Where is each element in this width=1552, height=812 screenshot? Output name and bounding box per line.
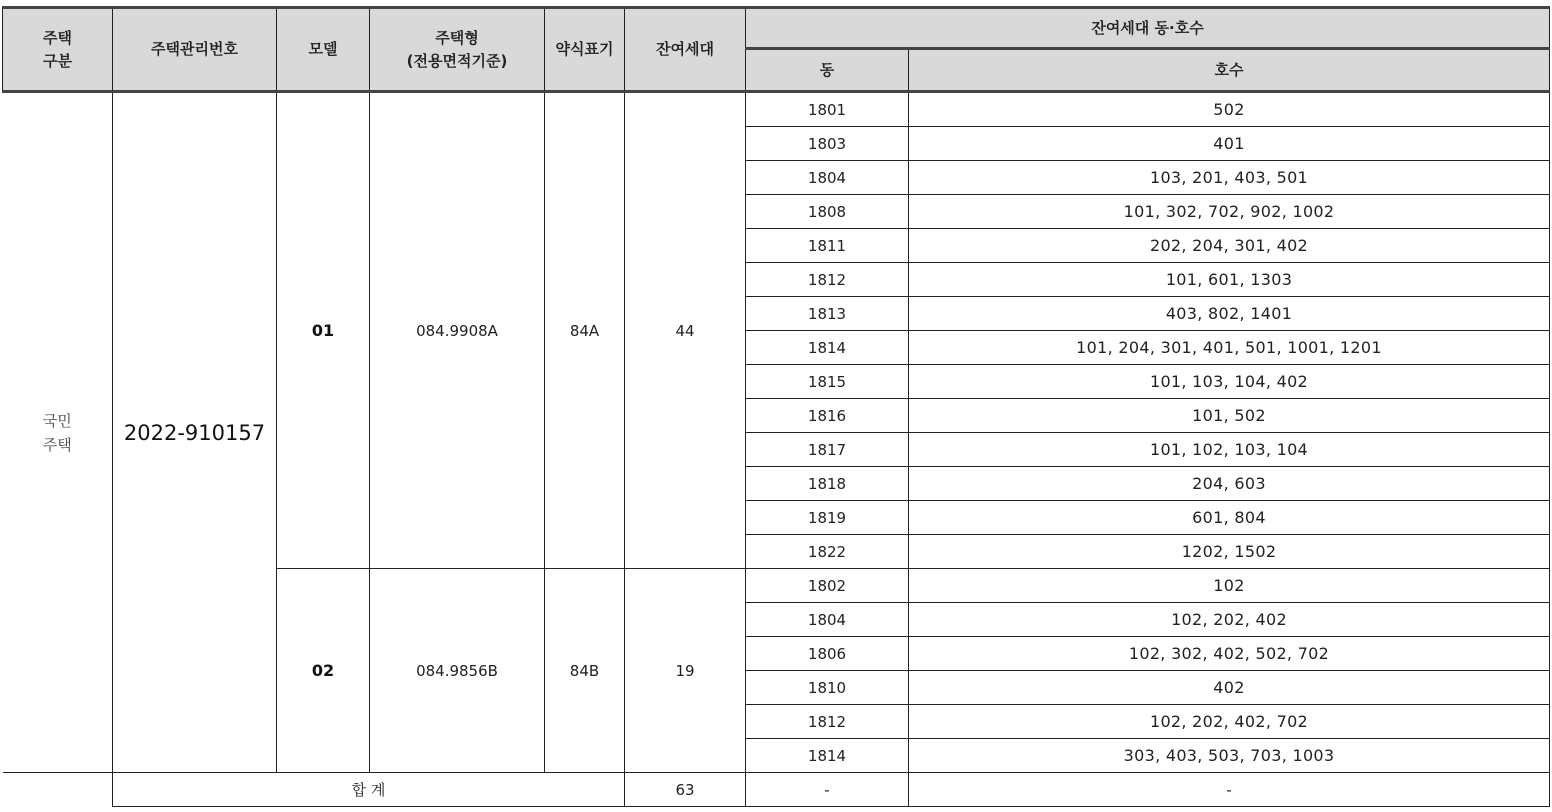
ho-cell: 102	[909, 569, 1550, 603]
ho-cell: 102, 302, 402, 502, 702	[909, 637, 1550, 671]
ho-cell: 101, 102, 103, 104	[909, 433, 1550, 467]
dong-cell: 1822	[746, 535, 909, 569]
ho-cell: 202, 204, 301, 402	[909, 229, 1550, 263]
header-housing-category: 주택 구분	[3, 8, 113, 92]
ho-cell: 101, 502	[909, 399, 1550, 433]
dong-cell: 1813	[746, 297, 909, 331]
header-model: 모델	[277, 8, 370, 92]
ho-cell: 101, 601, 1303	[909, 263, 1550, 297]
header-remaining-units: 잔여세대	[625, 8, 746, 92]
ho-cell: 303, 403, 503, 703, 1003	[909, 739, 1550, 773]
dong-cell: 1803	[746, 127, 909, 161]
ho-cell: 102, 202, 402, 702	[909, 705, 1550, 739]
abbreviation-cell: 84B	[545, 569, 625, 773]
dong-cell: 1804	[746, 161, 909, 195]
header-dong: 동	[746, 49, 909, 92]
housing-type-cell: 084.9856B	[370, 569, 545, 773]
ho-cell: 403, 802, 1401	[909, 297, 1550, 331]
total-blank-cell	[3, 773, 113, 807]
management-number-cell: 2022-910157	[113, 92, 277, 773]
abbreviation-cell: 84A	[545, 92, 625, 569]
ho-cell: 204, 603	[909, 467, 1550, 501]
ho-cell: 1202, 1502	[909, 535, 1550, 569]
remaining-units-cell: 44	[625, 92, 746, 569]
total-row	[3, 773, 1550, 807]
dong-cell: 1815	[746, 365, 909, 399]
dong-cell: 1812	[746, 705, 909, 739]
ho-cell: 101, 204, 301, 401, 501, 1001, 1201	[909, 331, 1550, 365]
housing-category-cell: 국민 주택	[3, 92, 113, 773]
model-cell: 02	[277, 569, 370, 773]
ho-cell: 402	[909, 671, 1550, 705]
dong-cell: 1802	[746, 569, 909, 603]
dong-cell: 1817	[746, 433, 909, 467]
table-body	[3, 92, 1550, 807]
ho-cell: 103, 201, 403, 501	[909, 161, 1550, 195]
dong-cell: 1814	[746, 331, 909, 365]
header-management-number: 주택관리번호	[113, 8, 277, 92]
table-row	[3, 92, 1550, 127]
ho-cell: 102, 202, 402	[909, 603, 1550, 637]
model-cell: 01	[277, 92, 370, 569]
remaining-units-table	[2, 6, 1550, 807]
total-remaining: 63	[625, 773, 746, 807]
dong-cell: 1808	[746, 195, 909, 229]
remaining-units-cell: 19	[625, 569, 746, 773]
header-housing-type: 주택형 (전용면적기준)	[370, 8, 545, 92]
ho-cell: 101, 302, 702, 902, 1002	[909, 195, 1550, 229]
dong-cell: 1801	[746, 92, 909, 127]
total-dong: -	[746, 773, 909, 807]
dong-cell: 1812	[746, 263, 909, 297]
header-dong-ho-group: 잔여세대 동·호수	[746, 8, 1550, 49]
total-label: 합 계	[113, 773, 625, 807]
ho-cell: 401	[909, 127, 1550, 161]
ho-cell: 101, 103, 104, 402	[909, 365, 1550, 399]
table-header	[3, 8, 1550, 92]
dong-cell: 1816	[746, 399, 909, 433]
housing-type-cell: 084.9908A	[370, 92, 545, 569]
dong-cell: 1810	[746, 671, 909, 705]
ho-cell: 601, 804	[909, 501, 1550, 535]
dong-cell: 1811	[746, 229, 909, 263]
dong-cell: 1818	[746, 467, 909, 501]
dong-cell: 1804	[746, 603, 909, 637]
dong-cell: 1814	[746, 739, 909, 773]
ho-cell: 502	[909, 92, 1550, 127]
header-abbreviation: 약식표기	[545, 8, 625, 92]
total-ho: -	[909, 773, 1550, 807]
dong-cell: 1806	[746, 637, 909, 671]
header-ho: 호수	[909, 49, 1550, 92]
dong-cell: 1819	[746, 501, 909, 535]
